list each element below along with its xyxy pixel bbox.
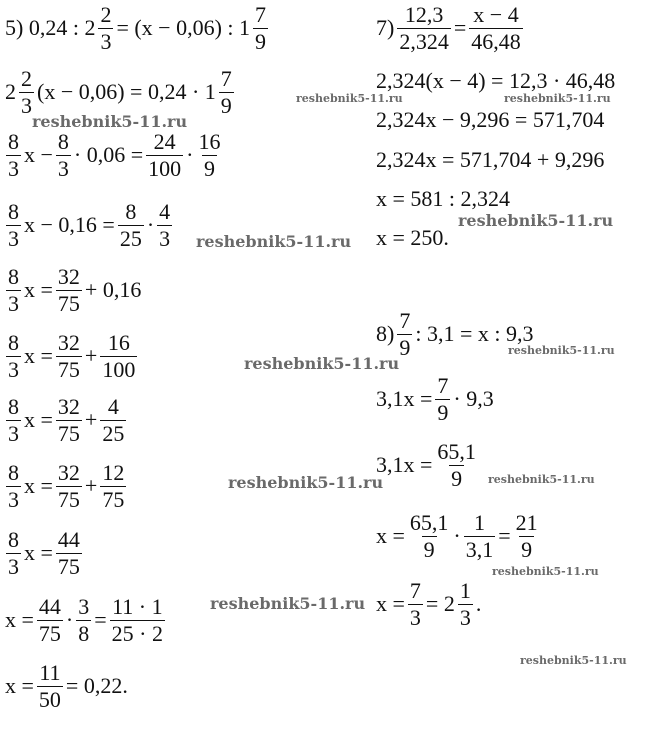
fraction <box>118 198 144 251</box>
math-text: · <box>186 142 194 167</box>
math-text: = 0,22. <box>65 673 128 698</box>
fraction <box>253 1 268 54</box>
fraction-denominator: 75 <box>57 290 80 316</box>
fraction-numerator: 32 <box>57 263 80 289</box>
fraction-numerator: 44 <box>57 526 80 552</box>
math-text: = 2 <box>425 591 455 616</box>
fraction-denominator: 75 <box>102 486 125 512</box>
fraction-denominator: 9 <box>521 536 533 562</box>
math-text: 8) <box>376 321 395 346</box>
fraction <box>100 329 137 382</box>
math-text: x − <box>24 142 53 167</box>
math-text: x = 250. <box>376 225 449 250</box>
math-text: · <box>146 212 155 237</box>
fraction-denominator: 3 <box>8 356 19 382</box>
fraction <box>76 593 91 646</box>
fraction-denominator: 75 <box>57 420 80 446</box>
fraction <box>37 659 63 712</box>
fraction-numerator: 7 <box>399 307 411 333</box>
fraction-numerator: 4 <box>159 198 171 224</box>
fraction <box>6 526 21 579</box>
math-text: · <box>453 523 461 548</box>
fraction <box>56 393 82 446</box>
fraction-denominator: 9 <box>203 155 215 181</box>
fraction-denominator: 100 <box>148 155 182 181</box>
math-text: + <box>84 473 98 498</box>
math-text: = <box>453 15 467 40</box>
fraction-denominator: 9 <box>423 536 435 562</box>
fraction <box>157 198 172 251</box>
fraction <box>514 509 540 562</box>
math-text: = <box>498 523 511 548</box>
fraction <box>458 577 473 630</box>
fraction <box>56 128 71 181</box>
fraction-denominator: 9 <box>451 465 463 491</box>
math-text: x = <box>376 523 405 548</box>
fraction <box>98 1 113 54</box>
watermark-text: reshebnik5-11.ru <box>504 92 611 105</box>
fraction-numerator: 12 <box>102 459 125 485</box>
equation-line-l8 <box>4 459 128 512</box>
math-text: x = <box>24 540 53 565</box>
fraction-numerator: x − 4 <box>473 1 519 27</box>
fraction <box>397 1 451 54</box>
equation-line-l10 <box>4 593 167 646</box>
fraction-numerator: 16 <box>198 128 221 154</box>
math-text: 5) 0,24 : 2 <box>5 15 96 40</box>
fraction-denominator: 9 <box>220 92 232 118</box>
fraction-numerator: 65,1 <box>409 509 449 535</box>
fraction <box>100 459 126 512</box>
fraction-denominator: 25 <box>119 225 142 251</box>
math-text: x = 581 : 2,324 <box>376 186 511 211</box>
math-text: . <box>475 591 482 616</box>
fraction <box>435 372 450 425</box>
fraction-numerator: 7 <box>220 65 232 91</box>
fraction-denominator: 3 <box>159 225 171 251</box>
fraction <box>56 263 82 316</box>
fraction-numerator: 24 <box>153 128 176 154</box>
math-text: (x − 0,06) = 0,24 · 1 <box>37 79 216 104</box>
fraction-denominator: 3 <box>8 553 19 579</box>
fraction-denominator: 3 <box>8 225 19 251</box>
watermark-text: reshebnik5-11.ru <box>520 654 627 667</box>
equation-line-l4 <box>4 198 174 251</box>
fraction <box>146 128 183 181</box>
equation-line-r1 <box>375 1 525 54</box>
fraction-numerator: 21 <box>515 509 538 535</box>
equation-line-r6 <box>375 227 450 249</box>
fraction-numerator: 1 <box>459 577 471 603</box>
math-text: x − 0,16 = <box>24 212 115 237</box>
equation-line-l1 <box>4 1 270 54</box>
equation-line-l3 <box>4 128 224 181</box>
math-text: x = <box>376 591 405 616</box>
fraction <box>464 509 496 562</box>
math-text: · 9,3 <box>453 386 494 411</box>
fraction-numerator: 8 <box>8 329 19 355</box>
fraction-denominator: 50 <box>38 686 61 712</box>
fraction-numerator: 3 <box>78 593 90 619</box>
fraction <box>19 65 34 118</box>
watermark-text: reshebnik5-11.ru <box>210 594 366 613</box>
fraction-denominator: 100 <box>102 356 136 382</box>
fraction-numerator: 7 <box>437 372 449 398</box>
equation-line-l9 <box>4 526 84 579</box>
math-text: 2,324(x − 4) = 12,3 · 46,48 <box>376 68 616 93</box>
fraction <box>6 459 21 512</box>
math-text: 2 <box>5 79 16 104</box>
equation-line-r5 <box>375 188 511 210</box>
equation-line-l2 <box>4 65 236 118</box>
math-text: + 0,16 <box>84 277 142 302</box>
fraction <box>6 263 21 316</box>
math-text: 2,324x − 9,296 = 571,704 <box>376 107 605 132</box>
fraction <box>6 128 21 181</box>
math-text: · <box>65 607 74 632</box>
fraction-numerator: 8 <box>8 263 19 289</box>
fraction-numerator: 8 <box>8 393 19 419</box>
fraction-numerator: 32 <box>57 393 80 419</box>
fraction-numerator: 32 <box>57 329 80 355</box>
fraction-denominator: 2,324 <box>399 28 449 54</box>
fraction-denominator: 46,48 <box>471 28 521 54</box>
fraction-numerator: 4 <box>107 393 119 419</box>
fraction-numerator: 8 <box>57 128 69 154</box>
fraction-denominator: 75 <box>38 620 61 646</box>
fraction-denominator: 3 <box>8 290 19 316</box>
fraction-numerator: 1 <box>474 509 485 535</box>
fraction-numerator: 2 <box>21 65 32 91</box>
math-text: x = <box>24 343 53 368</box>
fraction-denominator: 3 <box>21 92 32 118</box>
fraction-numerator: 8 <box>8 198 19 224</box>
math-text: x = <box>5 607 34 632</box>
math-text: = <box>94 607 107 632</box>
fraction-denominator: 8 <box>78 620 90 646</box>
equation-line-r8 <box>375 372 495 425</box>
fraction <box>6 198 21 251</box>
fraction <box>56 329 82 382</box>
fraction-denominator: 9 <box>255 28 267 54</box>
fraction <box>110 593 165 646</box>
equation-line-l7 <box>4 393 128 446</box>
fraction <box>408 509 451 562</box>
fraction-numerator: 16 <box>107 329 130 355</box>
equation-line-l6 <box>4 329 139 382</box>
watermark-text: reshebnik5-11.ru <box>196 232 352 251</box>
fraction-numerator: 8 <box>8 459 19 485</box>
fraction-numerator: 11 <box>39 659 61 685</box>
equation-line-r2 <box>375 70 616 92</box>
fraction <box>37 593 63 646</box>
math-text: 7) <box>376 15 395 40</box>
watermark-text: reshebnik5-11.ru <box>296 92 403 105</box>
fraction-numerator: 32 <box>57 459 80 485</box>
fraction-denominator: 9 <box>399 334 411 360</box>
math-text: 3,1x = <box>376 452 433 477</box>
fraction-denominator: 3,1 <box>465 536 494 562</box>
fraction-numerator: 12,3 <box>404 1 444 27</box>
watermark-text: reshebnik5-11.ru <box>32 112 188 131</box>
fraction-numerator: 7 <box>409 577 421 603</box>
math-text: x = <box>24 407 53 432</box>
fraction-numerator: 8 <box>8 526 19 552</box>
equation-line-l5 <box>4 263 142 316</box>
watermark-text: reshebnik5-11.ru <box>458 211 614 230</box>
math-text: · 0,06 = <box>73 142 144 167</box>
fraction-denominator: 25 <box>102 420 125 446</box>
fraction-denominator: 75 <box>57 553 80 579</box>
fraction-numerator: 11 · 1 <box>112 593 163 619</box>
equation-line-r3 <box>375 109 605 131</box>
fraction-denominator: 3 <box>57 155 69 181</box>
equation-line-r10 <box>375 509 542 562</box>
fraction <box>56 526 82 579</box>
fraction-denominator: 3 <box>8 486 19 512</box>
fraction-denominator: 3 <box>8 420 19 446</box>
math-text: + <box>84 407 98 432</box>
math-text: = (x − 0,06) : 1 <box>116 15 251 40</box>
fraction <box>435 438 478 491</box>
math-text: 3,1x = <box>376 386 433 411</box>
fraction-numerator: 7 <box>255 1 267 27</box>
equation-line-r11 <box>375 577 482 630</box>
fraction-numerator: 8 <box>8 128 19 154</box>
watermark-text: reshebnik5-11.ru <box>228 473 384 492</box>
fraction <box>408 577 423 630</box>
math-text: + <box>84 343 98 368</box>
math-text: x = <box>24 473 53 498</box>
fraction-numerator: 8 <box>125 198 137 224</box>
fraction-denominator: 75 <box>57 486 80 512</box>
fraction-denominator: 3 <box>409 604 421 630</box>
fraction <box>397 307 412 360</box>
equation-line-l11 <box>4 659 129 712</box>
fraction-numerator: 65,1 <box>437 438 476 464</box>
fraction <box>56 459 82 512</box>
fraction <box>219 65 234 118</box>
equation-line-r4 <box>375 149 605 171</box>
math-text: x = <box>24 277 53 302</box>
watermark-text: reshebnik5-11.ru <box>488 473 595 486</box>
fraction-denominator: 3 <box>459 604 471 630</box>
watermark-text: reshebnik5-11.ru <box>492 565 599 578</box>
fraction-denominator: 75 <box>57 356 80 382</box>
watermark-text: reshebnik5-11.ru <box>508 344 615 357</box>
math-text: 2,324x = 571,704 + 9,296 <box>376 147 605 172</box>
fraction-denominator: 9 <box>437 399 449 425</box>
equation-line-r9 <box>375 438 480 491</box>
fraction <box>469 1 523 54</box>
fraction-denominator: 25 · 2 <box>111 620 163 646</box>
watermark-text: reshebnik5-11.ru <box>244 354 400 373</box>
fraction <box>196 128 222 181</box>
fraction <box>6 329 21 382</box>
math-text: x = <box>5 673 34 698</box>
fraction-numerator: 44 <box>38 593 61 619</box>
fraction <box>6 393 21 446</box>
fraction <box>100 393 126 446</box>
math-text: : 3,1 = x : 9,3 <box>415 321 534 346</box>
fraction-denominator: 3 <box>100 28 112 54</box>
fraction-denominator: 3 <box>8 155 19 181</box>
fraction-numerator: 2 <box>100 1 112 27</box>
